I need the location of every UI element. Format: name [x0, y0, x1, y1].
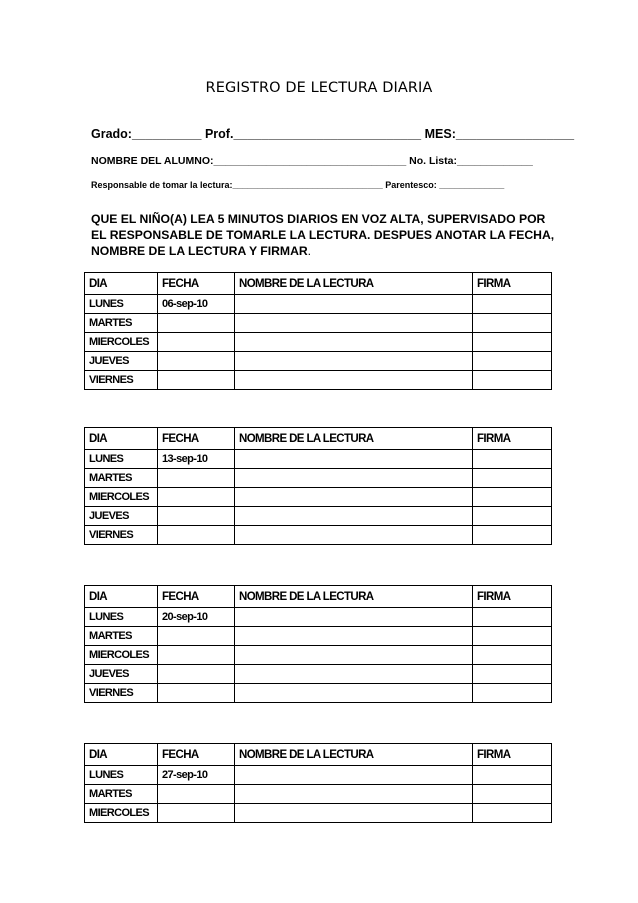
signature-cell[interactable]: [473, 295, 552, 314]
header-dia: DIA: [85, 428, 158, 450]
header-nombre: NOMBRE DE LA LECTURA: [235, 586, 473, 608]
table-row: [85, 450, 552, 469]
table-row: [85, 314, 552, 333]
day-cell: VIERNES: [85, 371, 158, 390]
reading-name-cell[interactable]: [235, 665, 473, 684]
table-header-row: [85, 428, 552, 450]
day-cell: VIERNES: [85, 526, 158, 545]
day-cell: MARTES: [85, 469, 158, 488]
reading-name-cell[interactable]: [235, 488, 473, 507]
day-cell: LUNES: [85, 295, 158, 314]
reading-name-cell[interactable]: [235, 608, 473, 627]
date-cell[interactable]: [158, 804, 235, 823]
day-cell: JUEVES: [85, 665, 158, 684]
day-cell: MIERCOLES: [85, 333, 158, 352]
date-cell[interactable]: 27-sep-10: [158, 766, 235, 785]
header-dia: DIA: [85, 586, 158, 608]
day-cell: LUNES: [85, 608, 158, 627]
reading-name-cell[interactable]: [235, 684, 473, 703]
reading-name-cell[interactable]: [235, 469, 473, 488]
table-header-row: [85, 744, 552, 766]
header-dia: DIA: [85, 273, 158, 295]
table-row: [85, 371, 552, 390]
date-cell[interactable]: [158, 314, 235, 333]
instructions-text: QUE EL NIÑO(A) LEA 5 MINUTOS DIARIOS EN VOZ ALTA, SUPERVISADO POR EL RESPONSABLE DE TOMARLE LA LECTURA. DESPUES ANOTAR LA FECHA, NOMBRE DE LA LECTURA Y FIRMAR: [91, 212, 555, 258]
instructions-end: .: [307, 244, 312, 258]
date-cell[interactable]: [158, 488, 235, 507]
table-row: [85, 646, 552, 665]
day-cell: JUEVES: [85, 352, 158, 371]
date-cell[interactable]: [158, 526, 235, 545]
grado-prof-mes-line: Grado:__________ Prof.___________________________ MES:_________________: [91, 127, 575, 141]
date-cell[interactable]: [158, 646, 235, 665]
reading-log-table: [84, 743, 552, 823]
table-row: [85, 665, 552, 684]
day-cell: MIERCOLES: [85, 804, 158, 823]
table-header-row: [85, 586, 552, 608]
page-title: REGISTRO DE LECTURA DIARIA: [205, 80, 433, 96]
reading-log-table: [84, 585, 552, 703]
day-cell: MARTES: [85, 627, 158, 646]
reading-name-cell[interactable]: [235, 371, 473, 390]
signature-cell[interactable]: [473, 684, 552, 703]
signature-cell[interactable]: [473, 627, 552, 646]
signature-cell[interactable]: [473, 766, 552, 785]
header-dia: DIA: [85, 744, 158, 766]
table-row: [85, 352, 552, 371]
date-cell[interactable]: [158, 665, 235, 684]
signature-cell[interactable]: [473, 646, 552, 665]
header-fecha: FECHA: [158, 428, 235, 450]
instructions-paragraph: [91, 211, 561, 259]
date-cell[interactable]: 13-sep-10: [158, 450, 235, 469]
day-cell: JUEVES: [85, 507, 158, 526]
signature-cell[interactable]: [473, 608, 552, 627]
date-cell[interactable]: [158, 627, 235, 646]
header-nombre: NOMBRE DE LA LECTURA: [235, 428, 473, 450]
table-row: [85, 608, 552, 627]
table-row: [85, 488, 552, 507]
date-cell[interactable]: 20-sep-10: [158, 608, 235, 627]
reading-name-cell[interactable]: [235, 507, 473, 526]
reading-name-cell[interactable]: [235, 785, 473, 804]
table-row: [85, 333, 552, 352]
date-cell[interactable]: [158, 371, 235, 390]
day-cell: MARTES: [85, 785, 158, 804]
table-row: [85, 295, 552, 314]
table-row: [85, 507, 552, 526]
signature-cell[interactable]: [473, 450, 552, 469]
date-cell[interactable]: [158, 333, 235, 352]
header-firma: FIRMA: [473, 744, 552, 766]
day-cell: MIERCOLES: [85, 646, 158, 665]
day-cell: LUNES: [85, 766, 158, 785]
table-row: [85, 627, 552, 646]
reading-name-cell[interactable]: [235, 450, 473, 469]
reading-name-cell[interactable]: [235, 526, 473, 545]
table-row: [85, 804, 552, 823]
date-cell[interactable]: 06-sep-10: [158, 295, 235, 314]
reading-name-cell[interactable]: [235, 295, 473, 314]
signature-cell[interactable]: [473, 785, 552, 804]
reading-name-cell[interactable]: [235, 627, 473, 646]
signature-cell[interactable]: [473, 333, 552, 352]
signature-cell[interactable]: [473, 507, 552, 526]
reading-log-table: [84, 427, 552, 545]
date-cell[interactable]: [158, 469, 235, 488]
reading-log-table: [84, 272, 552, 390]
alumno-lista-line: NOMBRE DEL ALUMNO:_________________________________ No. Lista:_____________: [91, 155, 533, 167]
reading-name-cell[interactable]: [235, 352, 473, 371]
table-row: [85, 785, 552, 804]
signature-cell[interactable]: [473, 314, 552, 333]
reading-name-cell[interactable]: [235, 804, 473, 823]
signature-cell[interactable]: [473, 526, 552, 545]
header-nombre: NOMBRE DE LA LECTURA: [235, 744, 473, 766]
header-fecha: FECHA: [158, 744, 235, 766]
signature-cell[interactable]: [473, 371, 552, 390]
table-header-row: [85, 273, 552, 295]
day-cell: LUNES: [85, 450, 158, 469]
day-cell: VIERNES: [85, 684, 158, 703]
signature-cell[interactable]: [473, 665, 552, 684]
reading-name-cell[interactable]: [235, 314, 473, 333]
header-firma: FIRMA: [473, 428, 552, 450]
reading-name-cell[interactable]: [235, 333, 473, 352]
date-cell[interactable]: [158, 785, 235, 804]
table-row: [85, 684, 552, 703]
table-row: [85, 526, 552, 545]
reading-name-cell[interactable]: [235, 646, 473, 665]
header-firma: FIRMA: [473, 586, 552, 608]
day-cell: MIERCOLES: [85, 488, 158, 507]
day-cell: MARTES: [85, 314, 158, 333]
table-row: [85, 766, 552, 785]
signature-cell[interactable]: [473, 352, 552, 371]
table-row: [85, 469, 552, 488]
reading-name-cell[interactable]: [235, 766, 473, 785]
signature-cell[interactable]: [473, 804, 552, 823]
responsable-parentesco-line: Responsable de tomar la lectura:______________________________ Parentesco: _____________: [91, 180, 505, 190]
signature-cell[interactable]: [473, 469, 552, 488]
signature-cell[interactable]: [473, 488, 552, 507]
header-nombre: NOMBRE DE LA LECTURA: [235, 273, 473, 295]
date-cell[interactable]: [158, 684, 235, 703]
header-firma: FIRMA: [473, 273, 552, 295]
date-cell[interactable]: [158, 507, 235, 526]
header-fecha: FECHA: [158, 586, 235, 608]
date-cell[interactable]: [158, 352, 235, 371]
header-fecha: FECHA: [158, 273, 235, 295]
